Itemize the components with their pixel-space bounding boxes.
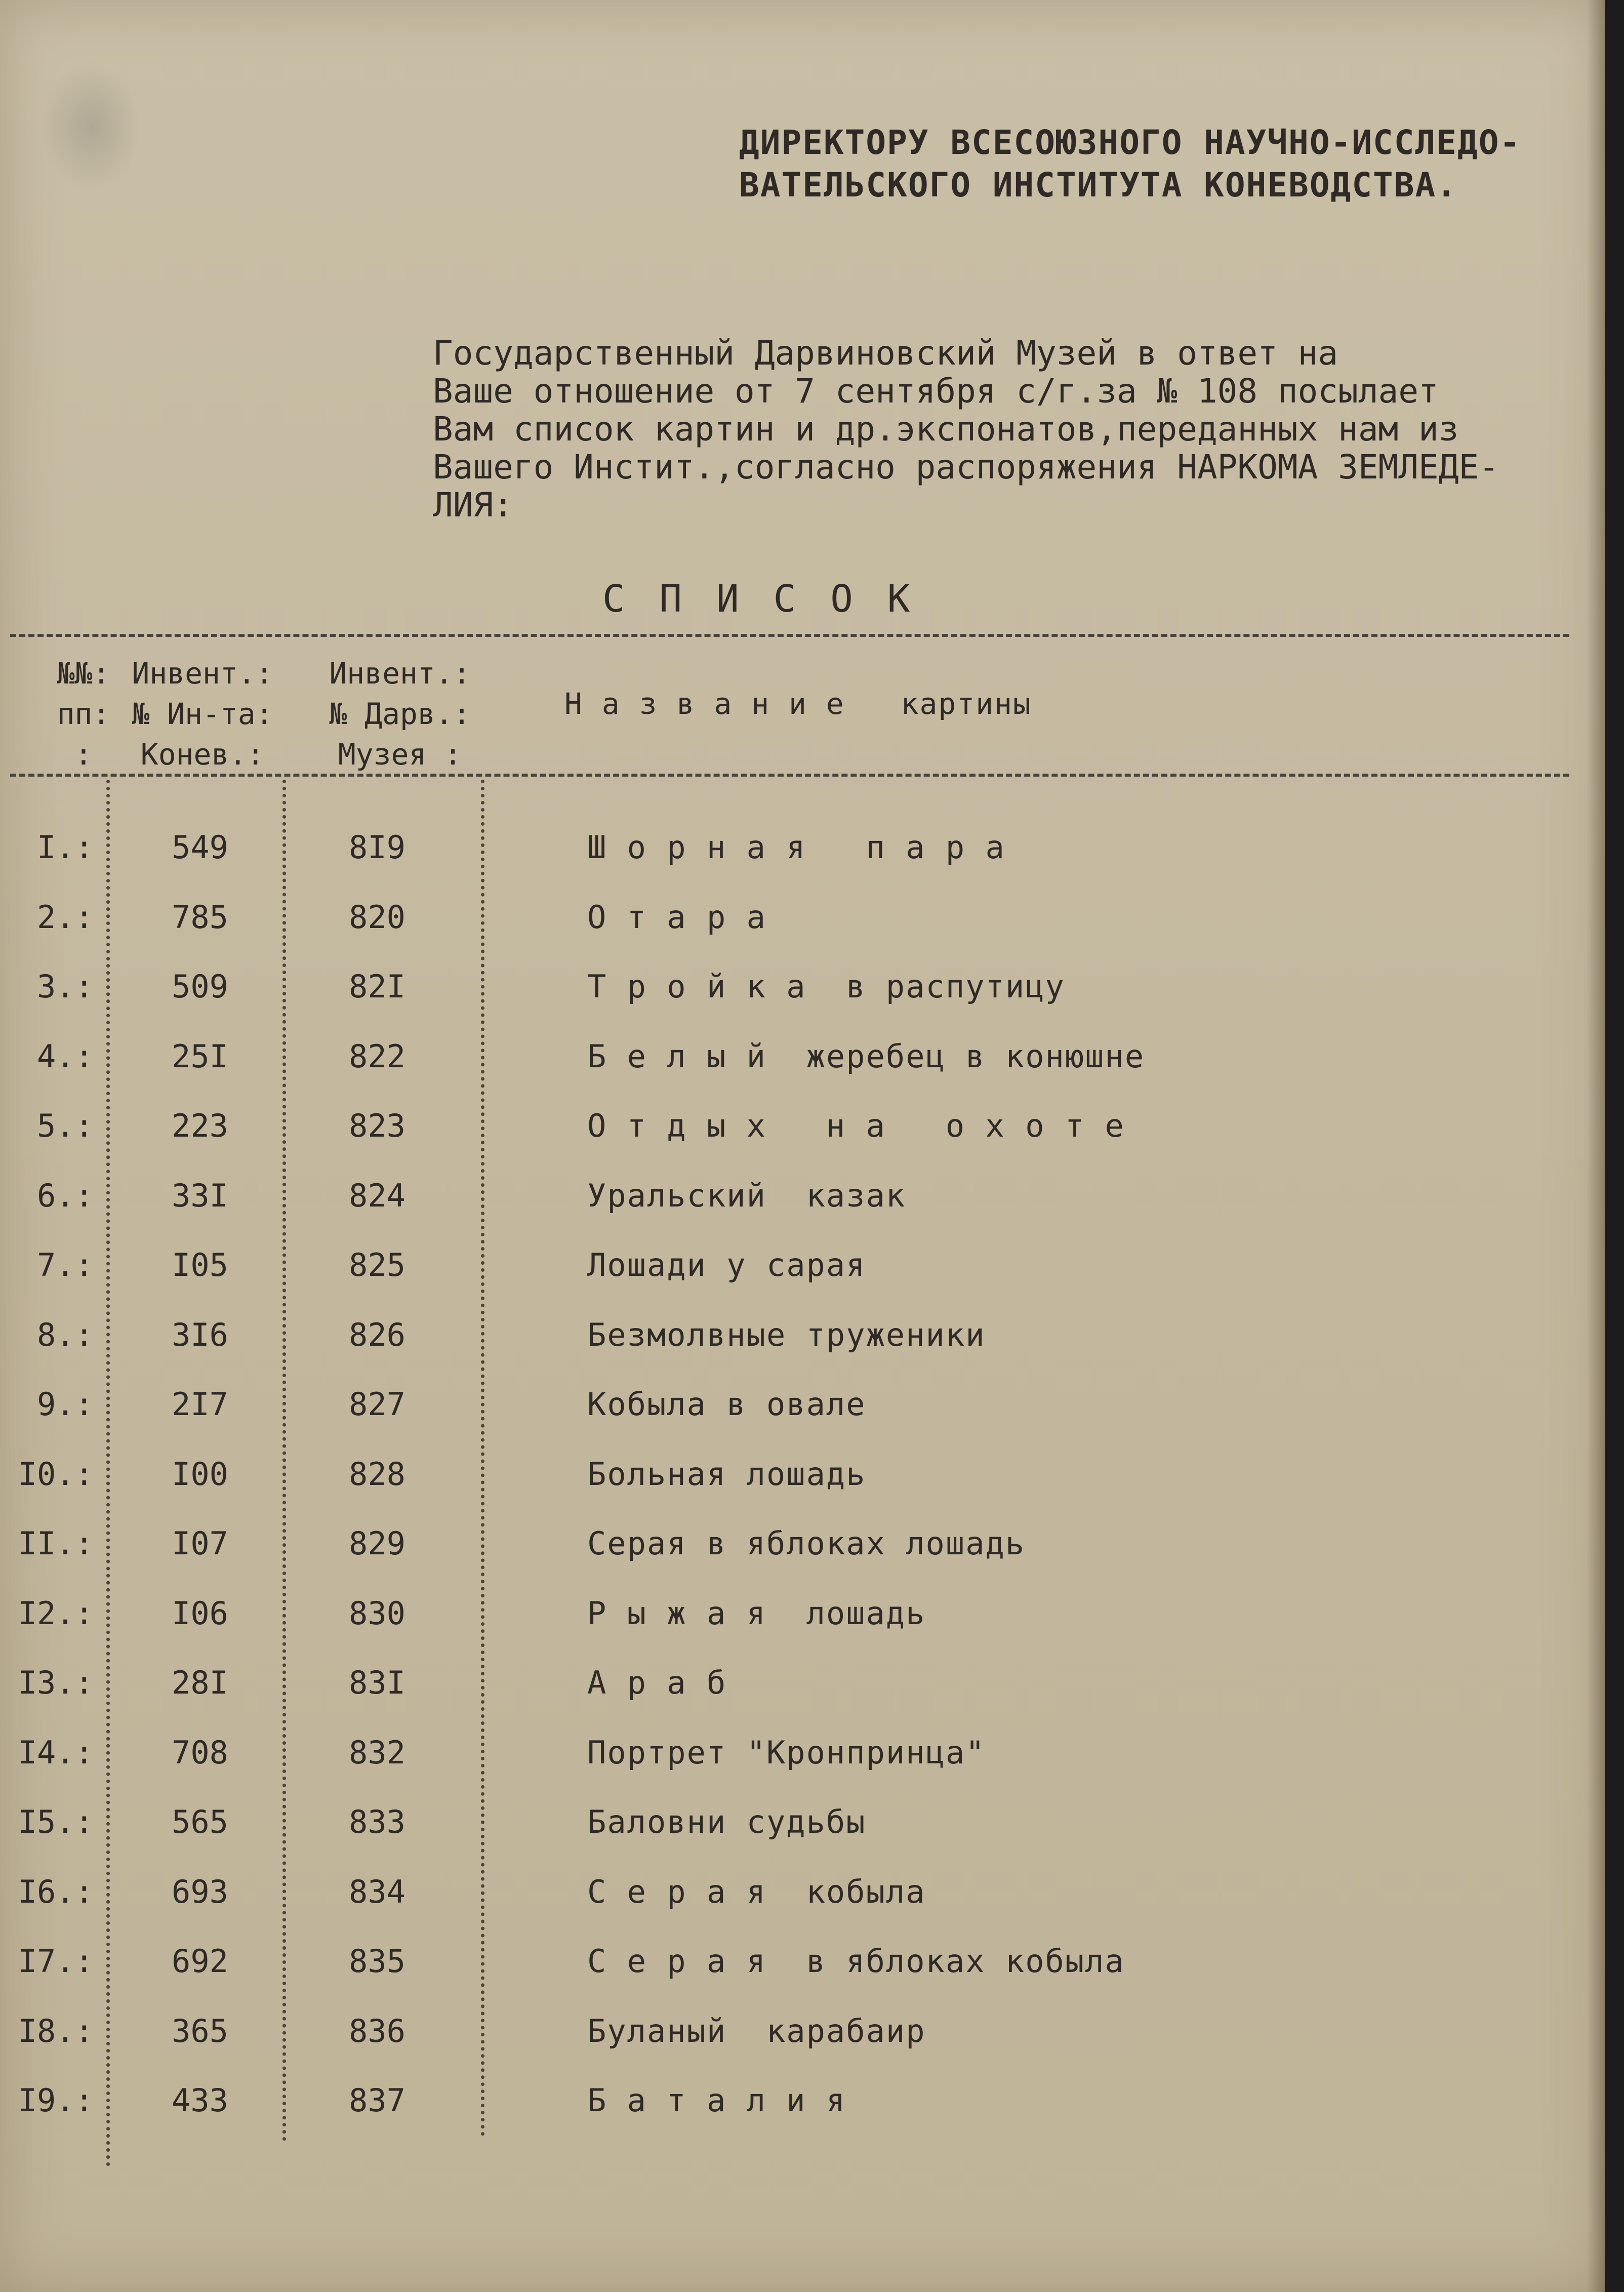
- table-row: [0, 1161, 1569, 1231]
- table-row: [0, 1370, 1569, 1439]
- inventory-konev: 3I6: [172, 1316, 228, 1353]
- inventory-darwin: 823: [349, 1107, 405, 1144]
- painting-name: Р ы ж а я лошадь: [587, 1594, 926, 1632]
- header-darv-line: № Дарв.:: [329, 697, 471, 731]
- table-row: [0, 882, 1569, 952]
- table-row: [0, 1509, 1569, 1579]
- painting-name: Серая в яблоках лошадь: [587, 1525, 1026, 1562]
- header-inv-line: № Ин-та:: [132, 697, 273, 731]
- table-row: [0, 2066, 1569, 2136]
- painting-name: Уральский казак: [587, 1177, 906, 1214]
- painting-name: А р а б: [587, 1664, 727, 1701]
- row-number: I3.:: [18, 1664, 94, 1701]
- inventory-darwin: 830: [349, 1594, 405, 1632]
- inventory-darwin: 83I: [349, 1664, 405, 1701]
- inventory-konev: 549: [172, 829, 228, 866]
- inventory-darwin: 828: [349, 1455, 405, 1493]
- painting-name: Ш о р н а я п а р а: [587, 829, 1005, 866]
- table-top-rule: [10, 634, 1569, 637]
- header-inv-konev: [116, 653, 289, 775]
- table-row: [0, 1300, 1569, 1370]
- inventory-konev: I06: [172, 1594, 228, 1632]
- row-number: II.:: [18, 1525, 94, 1562]
- table-row: [0, 1579, 1569, 1648]
- row-number: 6.:: [37, 1177, 94, 1214]
- inventory-konev: 509: [172, 968, 228, 1005]
- list-title: СПИСОК: [602, 577, 945, 621]
- inventory-konev: 2I7: [172, 1386, 228, 1423]
- letter-body: Государственный Дарвиновский Музей в ответ на Ваше отношение от 7 сентября с/г.за № 108 посылает Вам список картин и др.экспонатов,переданных нам из Вашего Инстит.,согласно распоряжения НАРКОМА ЗЕМЛЕДЕ- ЛИЯ:: [433, 334, 1499, 525]
- painting-name: Портрет "Кронпринца": [587, 1734, 986, 1771]
- row-number: 8.:: [37, 1316, 94, 1353]
- row-number: I.:: [37, 829, 94, 866]
- row-number: I7.:: [18, 1943, 94, 1980]
- row-number: I2.:: [18, 1594, 94, 1632]
- row-number: I9.:: [18, 2082, 94, 2119]
- table-row: [0, 1857, 1569, 1927]
- painting-name: Лошади у сарая: [587, 1246, 866, 1283]
- row-number: 7.:: [37, 1246, 94, 1283]
- inventory-konev: 28I: [172, 1664, 228, 1701]
- row-number: 3.:: [37, 968, 94, 1005]
- row-number: 5.:: [37, 1107, 94, 1144]
- inventory-konev: 565: [172, 1803, 228, 1840]
- inventory-darwin: 82I: [349, 968, 405, 1005]
- row-number: 9.:: [37, 1386, 94, 1423]
- row-number: 2.:: [37, 898, 94, 936]
- painting-name: Кобыла в овале: [587, 1386, 866, 1423]
- inventory-darwin: 834: [349, 1873, 405, 1910]
- row-number: I5.:: [18, 1803, 94, 1840]
- inventory-konev: 25I: [172, 1037, 228, 1075]
- header-inv-darv: [309, 653, 491, 775]
- table-row: [0, 1718, 1569, 1788]
- table-row: [0, 1787, 1569, 1857]
- painting-name: Больная лошадь: [587, 1455, 866, 1493]
- table-row: [0, 1230, 1569, 1300]
- painting-name: С е р а я в яблоках кобыла: [587, 1943, 1125, 1980]
- header-name: [564, 683, 1172, 724]
- header-inv-line: Конев.:: [140, 737, 265, 772]
- table-row: [0, 952, 1569, 1022]
- painting-name: Баловни судьбы: [587, 1803, 866, 1840]
- inventory-konev: 433: [172, 2082, 228, 2119]
- painting-name: Безмолвные труженики: [587, 1316, 986, 1353]
- row-number: 4.:: [37, 1037, 94, 1075]
- inventory-darwin: 822: [349, 1037, 405, 1075]
- inventory-darwin: 825: [349, 1246, 405, 1283]
- inventory-konev: 33I: [172, 1177, 228, 1214]
- table-row: [0, 1996, 1569, 2066]
- row-number: I8.:: [18, 2012, 94, 2049]
- table-row: [0, 1648, 1569, 1718]
- header-name-line: Н а з в а н и е картины: [564, 687, 1032, 721]
- inventory-konev: 785: [172, 898, 228, 936]
- painting-name: Т р о й к а в распутицу: [587, 968, 1065, 1005]
- painting-name: О т д ы х н а о х о т е: [587, 1107, 1125, 1144]
- inventory-darwin: 8I9: [349, 829, 405, 866]
- painting-name: Б а т а л и я: [587, 2082, 846, 2119]
- inventory-konev: 708: [172, 1734, 228, 1771]
- table-header-rule: [10, 774, 1569, 777]
- inventory-konev: I07: [172, 1525, 228, 1562]
- inventory-darwin: 835: [349, 1943, 405, 1980]
- table-row: [0, 813, 1569, 882]
- inventory-darwin: 824: [349, 1177, 405, 1214]
- table-row: [0, 1091, 1569, 1161]
- inventory-konev: I05: [172, 1246, 228, 1283]
- inventory-konev: 693: [172, 1873, 228, 1910]
- inventory-darwin: 827: [349, 1386, 405, 1423]
- painting-name: О т а р а: [587, 898, 766, 936]
- inventory-darwin: 836: [349, 2012, 405, 2049]
- paper-stain: [40, 61, 142, 192]
- header-darv-line: Музея :: [338, 737, 462, 772]
- inventory-darwin: 833: [349, 1803, 405, 1840]
- inventory-konev: 365: [172, 2012, 228, 2049]
- header-inv-line: Инвент.:: [132, 656, 273, 691]
- inventory-darwin: 820: [349, 898, 405, 936]
- inventory-darwin: 826: [349, 1316, 405, 1353]
- painting-name: Б е л ы й жеребец в конюшне: [587, 1037, 1145, 1075]
- header-darv-line: Инвент.:: [329, 656, 471, 691]
- addressee-heading: ДИРЕКТОРУ ВСЕСОЮЗНОГО НАУЧНО-ИССЛЕДО- ВАТЕЛЬСКОГО ИНСТИТУТА КОНЕВОДСТВА.: [739, 123, 1521, 205]
- table-row: [0, 1926, 1569, 1996]
- header-num: [40, 653, 127, 775]
- table-row: [0, 1439, 1569, 1509]
- row-number: I0.:: [18, 1455, 94, 1493]
- painting-name: Буланый карабаир: [587, 2012, 926, 2049]
- inventory-konev: 692: [172, 1943, 228, 1980]
- inventory-darwin: 832: [349, 1734, 405, 1771]
- header-num-line: №№:: [57, 656, 110, 691]
- row-number: I4.:: [18, 1734, 94, 1771]
- header-num-line: :: [74, 737, 93, 772]
- row-number: I6.:: [18, 1873, 94, 1910]
- inventory-konev: 223: [172, 1107, 228, 1144]
- inventory-konev: I00: [172, 1455, 228, 1493]
- table-row: [0, 1022, 1569, 1092]
- inventory-darwin: 837: [349, 2082, 405, 2119]
- header-num-line: пп:: [57, 697, 110, 731]
- painting-name: С е р а я кобыла: [587, 1873, 926, 1910]
- inventory-darwin: 829: [349, 1525, 405, 1562]
